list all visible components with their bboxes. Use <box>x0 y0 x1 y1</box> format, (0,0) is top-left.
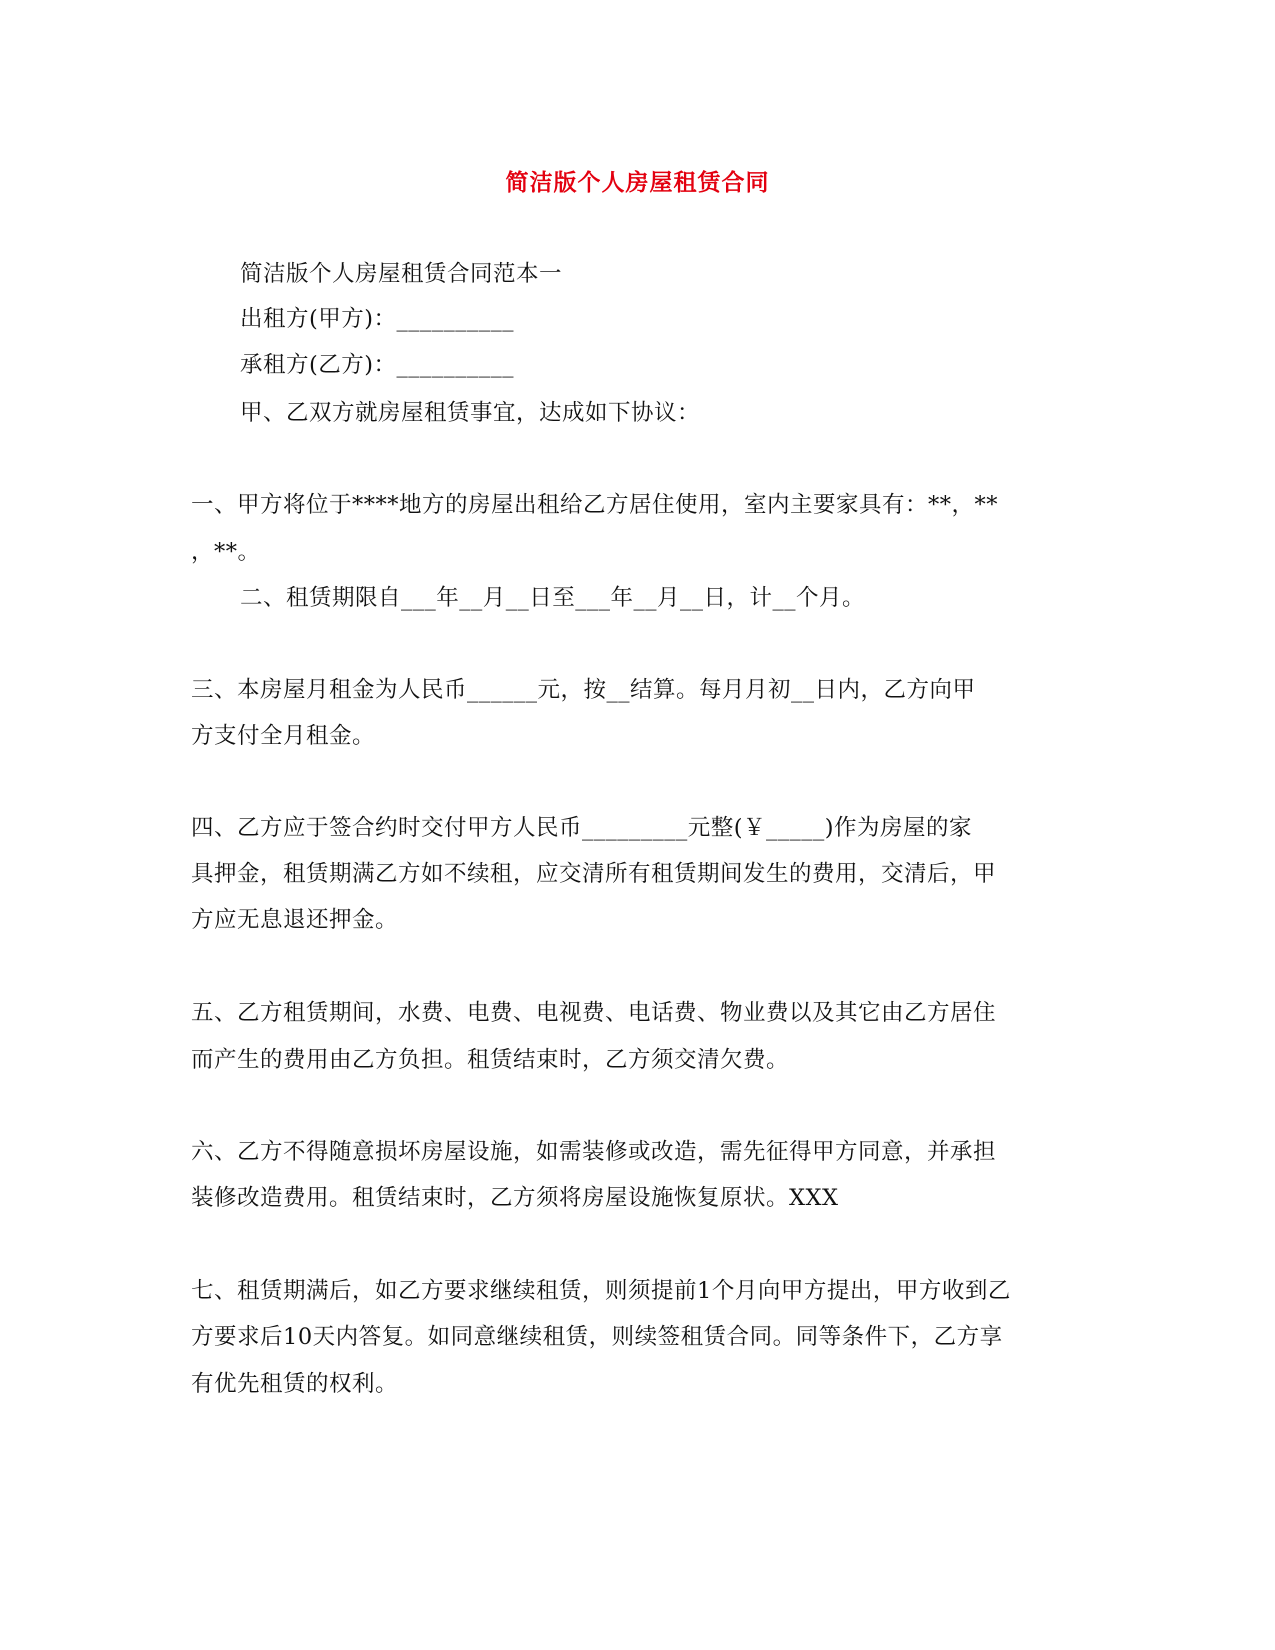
clause-7-line-2: 方要求后10天内答复。如同意继续租赁，则续签租赁合同。同等条件下，乙方享 <box>191 1324 1003 1350</box>
clause-1-line-2: ，**。 <box>191 539 261 565</box>
agreement-intro: 甲、乙双方就房屋租赁事宜，达成如下协议： <box>240 400 701 426</box>
template-subtitle: 简洁版个人房屋租赁合同范本一 <box>240 261 563 287</box>
clause-6-line-1: 六、乙方不得随意损坏房屋设施，如需装修或改造，需先征得甲方同意，并承担 <box>191 1139 997 1165</box>
clause-4-line-1: 四、乙方应于签合约时交付甲方人民币_________元整(￥_____)作为房屋的家 <box>191 815 973 841</box>
document-title: 简洁版个人房屋租赁合同 <box>505 169 770 196</box>
clause-5-line-1: 五、乙方租赁期间，水费、电费、电视费、电话费、物业费以及其它由乙方居住 <box>191 1000 997 1026</box>
clause-3-line-2: 方支付全月租金。 <box>191 723 376 749</box>
lessee-field: 承租方(乙方)：__________ <box>240 352 515 378</box>
clause-7-line-1: 七、租赁期满后，如乙方要求继续租赁，则须提前1个月向甲方提出，甲方收到乙 <box>191 1278 1011 1304</box>
clause-3-line-1: 三、本房屋月租金为人民币______元，按__结算。每月月初__日内，乙方向甲 <box>191 677 976 703</box>
clause-7-line-3: 有优先租赁的权利。 <box>191 1371 399 1397</box>
clause-2: 二、租赁期限自___年__月__日至___年__月__日，计__个月。 <box>240 585 866 611</box>
clause-6-line-2: 装修改造费用。租赁结束时，乙方须将房屋设施恢复原状。XXX <box>191 1185 839 1211</box>
clause-4-line-2: 具押金，租赁期满乙方如不续租，应交清所有租赁期间发生的费用，交清后，甲 <box>191 861 997 887</box>
clause-4-line-3: 方应无息退还押金。 <box>191 907 399 933</box>
clause-1-line-1: 一、甲方将位于****地方的房屋出租给乙方居住使用，室内主要家具有：**，** <box>191 492 999 518</box>
lessor-field: 出租方(甲方)：__________ <box>240 306 515 332</box>
clause-5-line-2: 而产生的费用由乙方负担。租赁结束时，乙方须交清欠费。 <box>191 1047 790 1073</box>
